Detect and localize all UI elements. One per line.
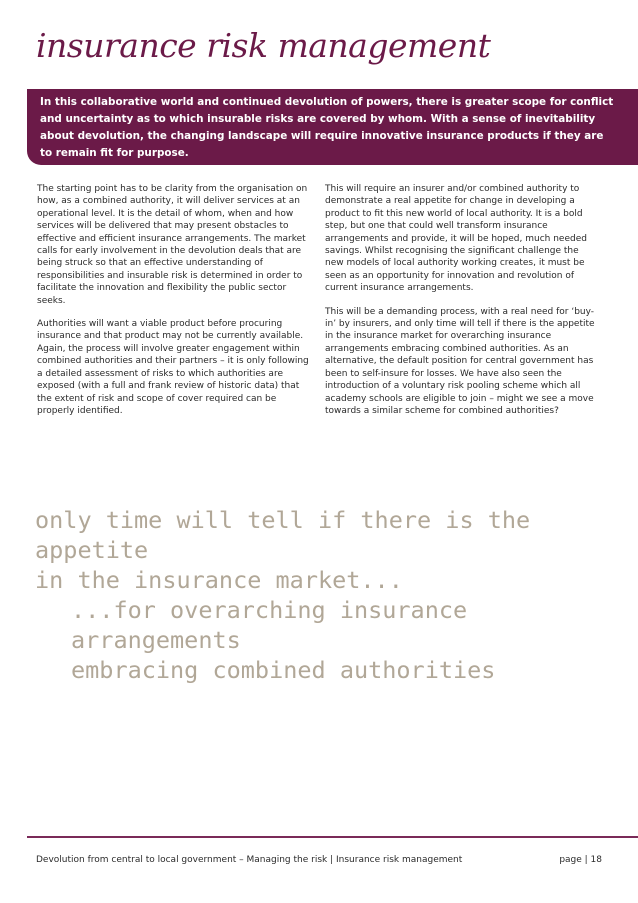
pull-quote <box>35 505 625 685</box>
right-column <box>325 183 597 428</box>
intro-text: In this collaborative world and continued devolution of powers, there is greater scope for conflict and uncertainty as to which insurable risks are covered by whom. With a sense of inevitability about devolution, the changing landscape will require innovative insurance products if they are to remain fit for purpose. <box>40 96 614 159</box>
pull-quote-line: ...for overarching insurance arrangements <box>71 596 468 654</box>
paragraph: The starting point has to be clarity from the organisation on how, as a combined authority, it will deliver services at an operational level. It is the detail of whom, when and how services will be delivered that may present obstacles to effective and efficient insurance arrangements. The market calls for early involvement in the devolution deals that are being struck so that an effective understanding of responsibilities and insurable risk is determined in order to facilitate the innovation and flexibility the public sector seeks. <box>37 184 308 306</box>
pull-quote-line: embracing combined authorities <box>71 656 496 684</box>
page-title: insurance risk management <box>36 26 491 65</box>
pull-quote-line: in the insurance market... <box>35 566 403 594</box>
footer-divider <box>27 836 638 838</box>
footer <box>36 854 602 866</box>
page-number: page | 18 <box>559 855 602 865</box>
paragraph: This will be a demanding process, with a real need for ‘buy-in’ by insurers, and only time will tell if there is the appetite in the insurance market for overarching insurance arrangements embracing combined authorities. As an alternative, the default position for central government has been to self-insure for losses. We have also seen the introduction of a voluntary risk pooling scheme which all academy schools are eligible to join – might we see a move towards a similar scheme for combined authorities? <box>325 306 595 416</box>
intro-banner <box>27 89 638 165</box>
footer-text: Devolution from central to local government – Managing the risk | Insurance risk management <box>36 855 463 865</box>
paragraph: This will require an insurer and/or combined authority to demonstrate a real appetite for change in developing a product to fit this new world of local authority. It is a bold step, but one that could well transform insurance arrangements and provide, it will be hoped, much needed savings. Whilst recognising the significant challenge the new models of local authority working creates, it must be seen as an opportunity for innovation and revolution of current insurance arrangements. <box>325 184 587 294</box>
pull-quote-line: only time will tell if there is the appetite <box>35 506 531 564</box>
paragraph: Authorities will want a viable product before procuring insurance and that product may not be currently available. Again, the process will involve greater engagement within combined authorities and their partners – it is only following a detailed assessment of risks to which authorities are exposed (with a full and frank review of historic data) that the extent of risk and scope of cover required can be properly identified. <box>37 319 309 416</box>
left-column <box>37 183 309 428</box>
